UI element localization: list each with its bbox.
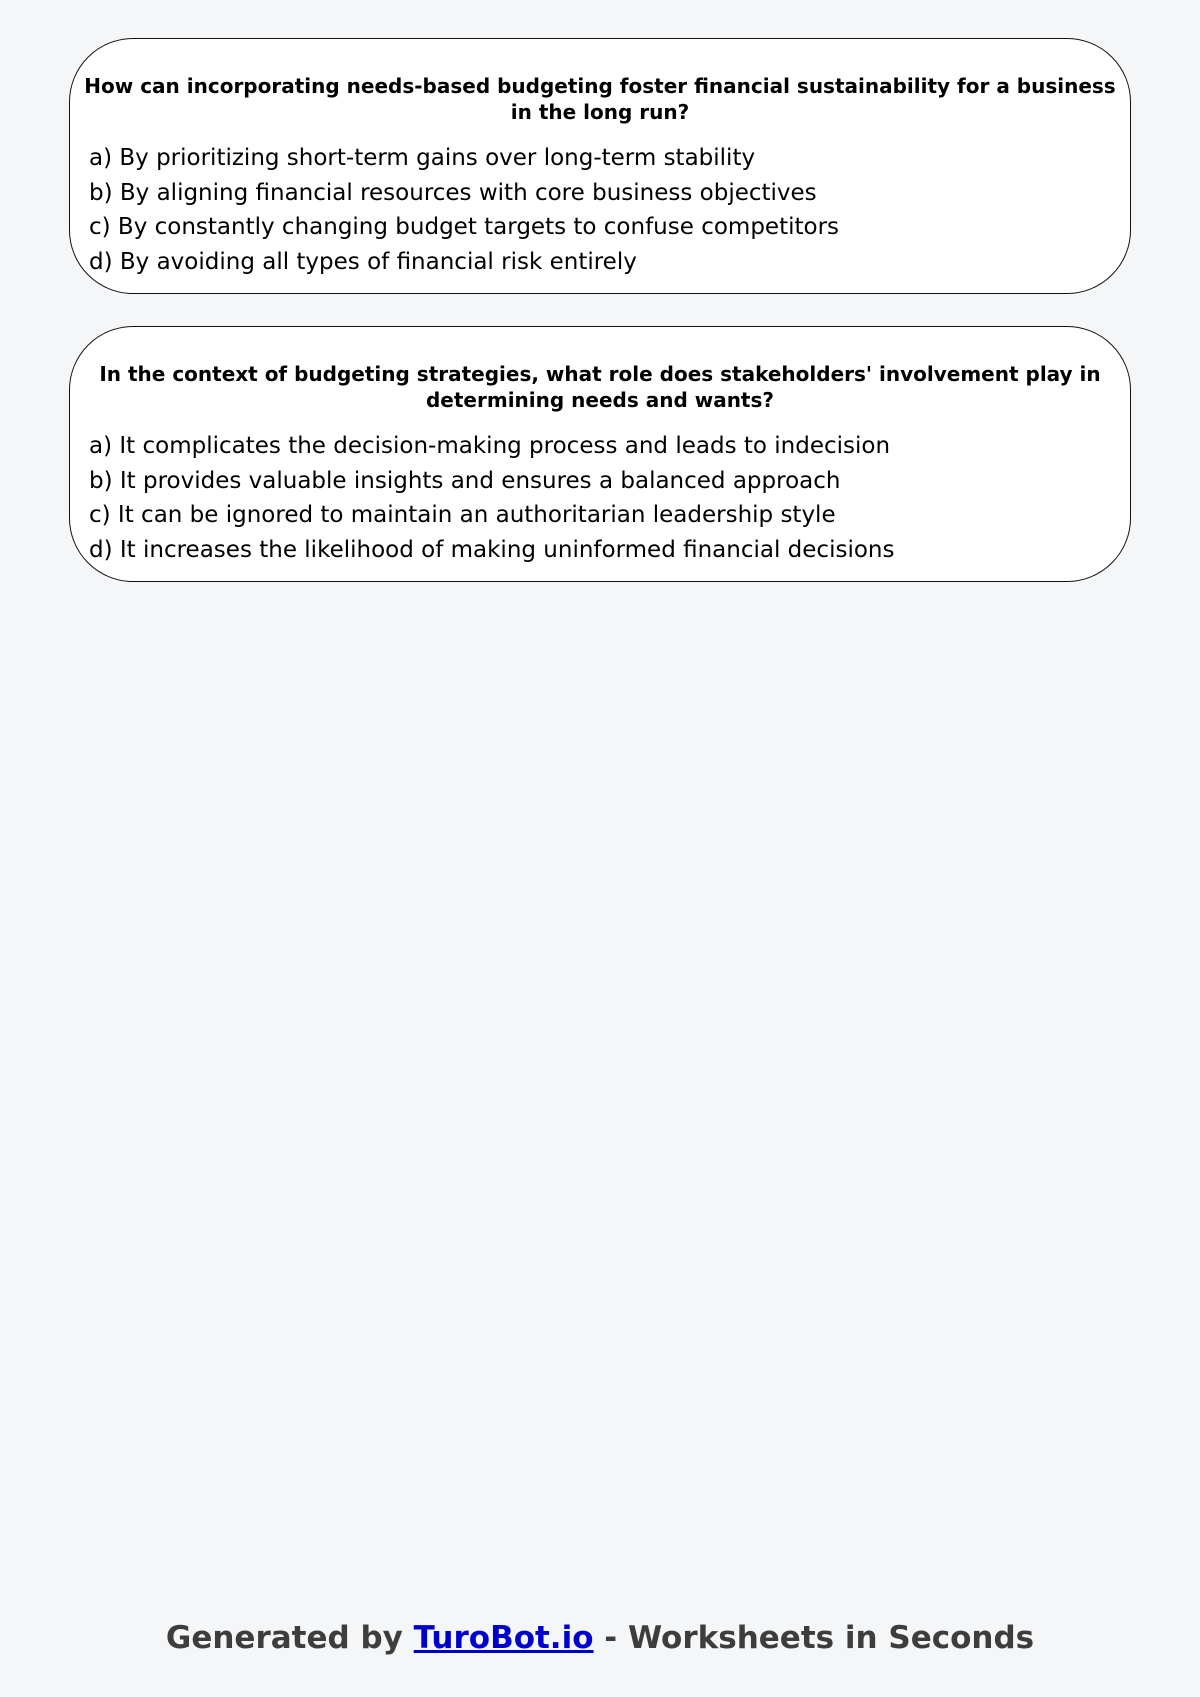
option-a: a) By prioritizing short-term gains over long-term stability [89,145,756,171]
footer-suffix: - Worksheets in Seconds [593,1620,1035,1656]
question-card-2 [69,326,1131,582]
option-b: b) It provides valuable insights and ensures a balanced approach [89,467,841,494]
option-list [89,429,894,567]
turobot-link[interactable]: TuroBot.io [413,1620,594,1656]
option-list [89,141,839,279]
option-b: b) By aligning financial resources with core business objectives [89,179,817,206]
option-c: c) It can be ignored to maintain an authoritarian leadership style [89,502,836,528]
footer-prefix: Generated by [165,1620,414,1656]
question-text: How can incorporating needs-based budgeting foster financial sustainability for a business in the long run? [84,74,1116,124]
question-text: In the context of budgeting strategies, what role does stakeholders' involvement play in determining needs and wants? [99,362,1101,412]
option-d: d) It increases the likelihood of making uninformed financial decisions [89,536,895,563]
footer [0,1618,1200,1658]
question-card-1 [69,38,1131,294]
option-a: a) It complicates the decision-making process and leads to indecision [89,433,891,459]
option-d: d) By avoiding all types of financial risk entirely [89,248,637,275]
option-c: c) By constantly changing budget targets to confuse competitors [89,214,840,240]
